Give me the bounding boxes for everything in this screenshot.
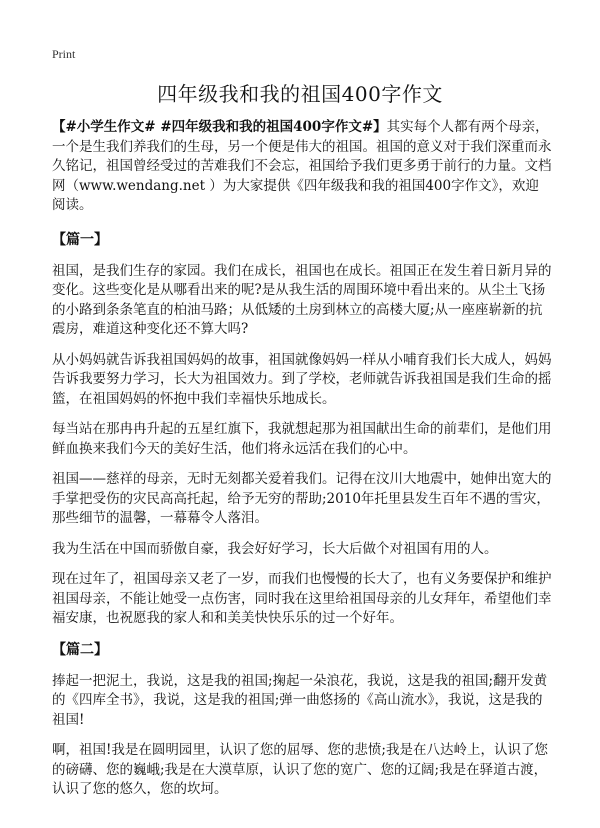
- intro-text: 其实每个人都有两个母亲，一个是生我们养我们的生母，另一个便是伟大的祖国。祖国的意义对于我们深重而永久铭记，祖国曾经受过的苦难我们不会忘，祖国给予我们更多勇于前行的力量。文档网（www.wendang.net ）为大家提供《四年级我和我的祖国400字作文》，欢迎阅读。: [52, 119, 552, 213]
- section-1-paragraph-6: 现在过年了，祖国母亲又老了一岁，而我们也慢慢的长大了，也有义务要保护和维护祖国母亲，不能让她受一点伤害，同时我在这里给祖国母亲的儿女拜年，希望他们幸福安康，也祝愿我的家人和和美美快快乐乐的过一个好年。: [52, 571, 552, 626]
- intro-paragraph: [52, 118, 552, 216]
- section-heading-2: 【篇二】: [52, 641, 108, 658]
- section-2-paragraph-1: 捧起一把泥土，我说，这是我的祖国;掬起一朵浪花，我说，这是我的祖国;翻开发黄的《四库全书》，我说，这是我的祖国;弹一曲悠扬的《高山流水》，我说，这是我的祖国!: [52, 672, 548, 728]
- section-1-paragraph-5: 我为生活在中国而骄傲自豪，我会好好学习，长大后做个对祖国有用的人。: [52, 540, 498, 557]
- section-1-paragraph-3: 每当站在那冉冉升起的五星红旗下，我就想起那为祖国献出生命的前辈们，是他们用鲜血换来我们今天的美好生活，他们将永远活在我们的心中。: [52, 421, 552, 457]
- section-heading-1: 【篇一】: [52, 231, 108, 248]
- section-1-paragraph-4: 祖国——慈祥的母亲，无时无刻都关爱着我们。记得在汶川大地震中，她伸出宽大的手掌把受伤的灾民高高托起，给予无穷的帮助;2010年托里县发生百年不遇的雪灾，那些细节的温馨，一幕幕令人落泪。: [52, 471, 552, 526]
- article-body: [52, 118, 552, 811]
- print-label: Print: [52, 47, 76, 61]
- section-1-paragraph-1: 祖国，是我们生存的家园。我们在成长，祖国也在成长。祖国正在发生着日新月异的变化。这些变化是从哪看出来的呢?是从我生活的周围环境中看出来的。从尘土飞扬的小路到条条笔直的柏油马路；从低矮的土房到林立的高楼大厦;从一座座崭新的抗震房，难道这种变化还不算大吗?: [52, 262, 552, 337]
- intro-tag: 【#小学生作文# #四年级我和我的祖国400字作文#】: [52, 119, 387, 135]
- section-1-paragraph-2: 从小妈妈就告诉我祖国妈妈的故事，祖国就像妈妈一样从小哺育我们长大成人，妈妈告诉我要努力学习，长大为祖国效力。到了学校，老师就告诉我祖国是我们生命的摇篮，在祖国妈妈的怀抱中我们幸福快乐地成长。: [52, 351, 552, 407]
- page-title: 四年级我和我的祖国400字作文: [157, 82, 443, 106]
- section-2-paragraph-2: 啊，祖国!我是在圆明园里，认识了您的屈辱、您的悲愤;我是在八达岭上，认识了您的磅礴、您的巍峨;我是在大漠草原，认识了您的宽广、您的辽阔;我是在驿道古渡，认识了您的悠久，您的坎坷。: [52, 742, 548, 797]
